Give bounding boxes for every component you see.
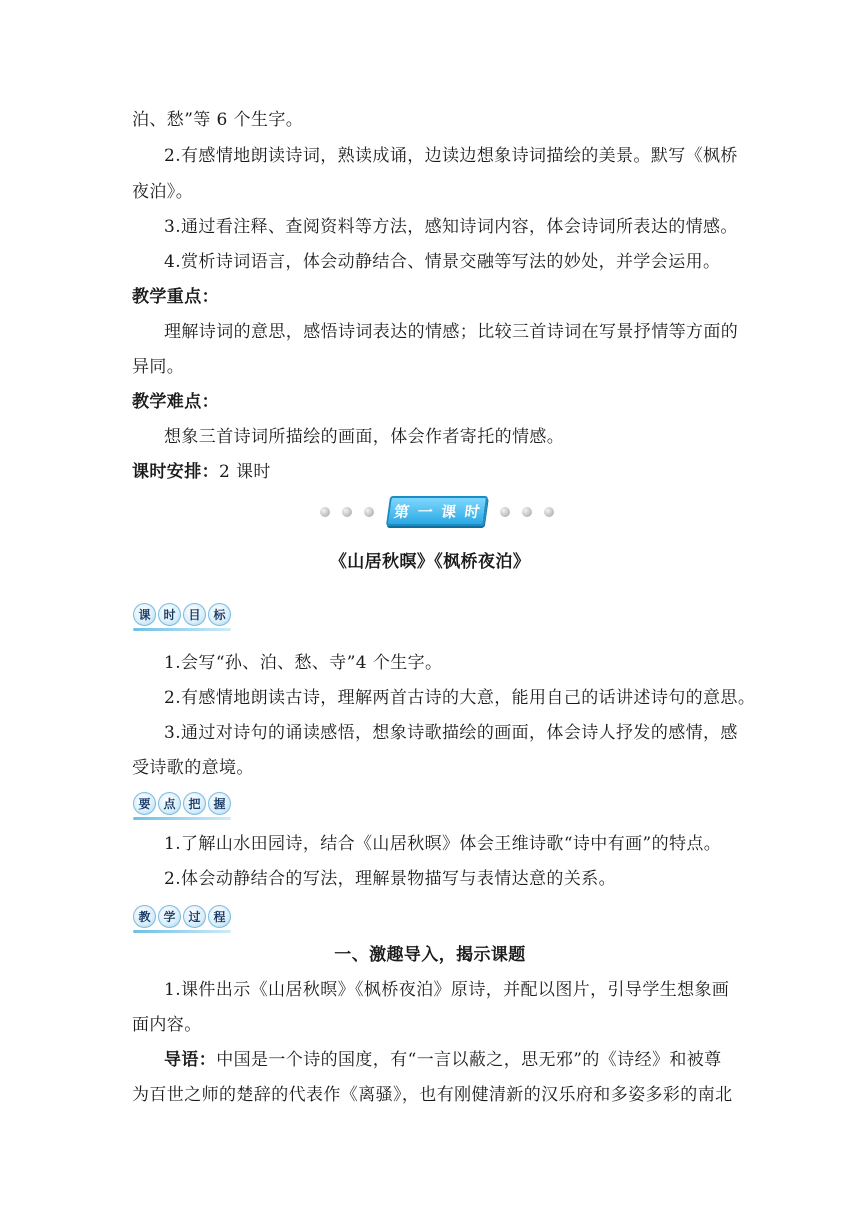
objective-line-2: 2.有感情地朗读古诗，理解两首古诗的大意，能用自己的话讲述诗句的意思。 [164,688,756,708]
difficult-points-line-1: 想象三首诗词所描绘的画面，体会作者寄托的情感。 [164,427,565,447]
intro-line-5: 4.赏析诗词语言，体会动静结合、情景交融等写法的妙处，并学会运用。 [164,252,721,272]
schedule-label: 课时安排： [132,462,219,482]
objectives-badge-char: 课 [133,603,156,626]
badge-underline [133,817,231,820]
objectives-badge [133,603,231,631]
badge-underline [133,628,231,631]
intro-line-3: 夜泊》。 [132,182,194,202]
process-badge-char: 程 [208,905,231,928]
lesson-badge-char: 一 [416,502,434,521]
divider-dot-icon [342,507,352,517]
lesson-divider [318,496,556,528]
essentials-badge-char: 点 [158,792,181,815]
process-line-1: 1.课件出示《山居秋暝》《枫桥夜泊》原诗，并配以图片，引导学生想象画 [164,980,730,1000]
lesson-title: 《山居秋暝》《枫桥夜泊》 [329,552,531,572]
essential-line-1: 1.了解山水田园诗，结合《山居秋暝》体会王维诗歌“诗中有画”的特点。 [164,834,722,854]
objectives-badge-char: 目 [183,603,206,626]
key-points-line-1: 理解诗词的意思，感悟诗词表达的情感；比较三首诗词在写景抒情等方面的 [164,322,739,342]
process-line-2: 面内容。 [132,1015,202,1035]
divider-dot-icon [522,507,532,517]
badge-underline [133,930,231,933]
objective-line-1: 1.会写“孙、泊、愁、寺”4 个生字。 [164,653,443,673]
lesson-badge-char: 第 [392,502,411,521]
process-badge-char: 学 [158,905,181,928]
schedule-value: 2 课时 [219,462,271,482]
guide-line-2: 为百世之师的楚辞的代表作《离骚》，也有刚健清新的汉乐府和多姿多彩的南北 [132,1085,733,1105]
difficult-points-label: 教学难点： [132,392,219,412]
process-badge-char: 过 [183,905,206,928]
divider-dot-icon [500,507,510,517]
essentials-badge [133,792,231,820]
intro-line-4: 3.通过看注释、查阅资料等方法，感知诗词内容，体会诗词所表达的情感。 [164,217,738,237]
guide-line-1 [164,1048,722,1072]
guide-text-1: 中国是一个诗的国度，有“一言以蔽之，思无邪”的《诗经》和被尊 [216,1050,722,1070]
essential-line-2: 2.体会动静结合的写法，理解景物描写与表情达意的关系。 [164,869,617,889]
key-points-label: 教学重点： [132,287,219,307]
objective-line-4: 受诗歌的意境。 [132,758,254,778]
essentials-badge-char: 把 [183,792,206,815]
divider-dot-icon [320,507,330,517]
objective-line-3: 3.通过对诗句的诵读感悟，想象诗歌描绘的画面，体会诗人抒发的感情，感 [164,723,738,743]
schedule [132,460,271,484]
lesson-badge-char: 课 [439,502,458,521]
divider-dot-icon [364,507,374,517]
intro-line-1: 泊、愁”等 6 个生字。 [132,110,304,130]
process-badge-char: 教 [133,905,156,928]
objectives-badge-char: 标 [208,603,231,626]
intro-line-2: 2.有感情地朗读诗词，熟读成诵，边读边想象诗词描绘的美景。默写《枫桥 [164,146,738,166]
process-heading: 一、激趣导入，揭示课题 [334,945,526,965]
objectives-badge-char: 时 [158,603,181,626]
guide-label: 导语： [164,1050,217,1070]
key-points-line-2: 异同。 [132,357,185,377]
lesson-badge-char: 时 [463,502,481,521]
process-badge [133,905,231,933]
lesson-badge [386,496,488,526]
essentials-badge-char: 握 [208,792,231,815]
divider-dot-icon [544,507,554,517]
essentials-badge-char: 要 [133,792,156,815]
